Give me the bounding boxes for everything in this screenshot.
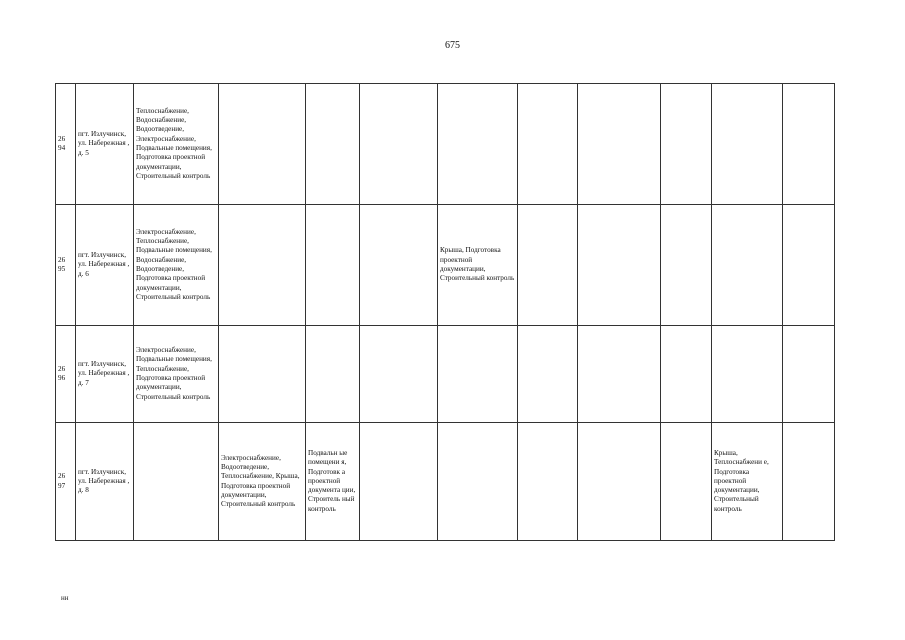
works-cell: Подвальн ые помещени я, Подготовк а проектной документа ции, Строитель ный контроль [306,423,360,541]
works-cell [578,84,661,205]
works-cell [306,205,360,326]
works-cell [438,84,518,205]
address-cell: пгт. Излучинск, ул. Набережная , д. 6 [76,205,134,326]
works-cell [518,326,578,423]
works-cell [661,84,712,205]
works-cell [134,423,219,541]
table-row [56,205,835,326]
works-cell [438,423,518,541]
works-cell [518,205,578,326]
works-cell [661,205,712,326]
works-cell [360,326,438,423]
works-cell: Электроснабжение, Подвальные помещения, Теплоснабжение, Подготовка проектной документации, Строительный контроль [134,326,219,423]
row-number: 26 97 [56,423,76,541]
works-cell: Электроснабжение, Теплоснабжение, Подвальные помещения, Водоснабжение, Водоотведение, Подготовка проектной документации, Строительный контроль [134,205,219,326]
works-cell [712,84,783,205]
works-cell [219,326,306,423]
works-cell [306,326,360,423]
works-cell [712,205,783,326]
address-cell: пгт. Излучинск, ул. Набережная , д. 7 [76,326,134,423]
works-cell [578,423,661,541]
works-cell [219,84,306,205]
works-cell [661,326,712,423]
address-cell: пгт. Излучинск, ул. Набережная , д. 5 [76,84,134,205]
register-table [55,83,835,541]
works-cell [783,84,835,205]
works-cell [712,326,783,423]
page-number: 675 [445,40,460,51]
works-cell [578,205,661,326]
works-cell [783,326,835,423]
row-number: 26 95 [56,205,76,326]
works-cell [360,423,438,541]
works-cell [518,84,578,205]
works-cell [438,326,518,423]
works-cell: Крыша, Теплоснабжени е, Подготовка проектной документации, Строительный контроль [712,423,783,541]
works-cell [783,423,835,541]
table-row [56,326,835,423]
table-row [56,84,835,205]
row-number: 26 94 [56,84,76,205]
works-cell: Электроснабжение, Водоотведение, Теплоснабжение, Крыша, Подготовка проектной документации, Строительный контроль [219,423,306,541]
works-cell: Крыша, Подготовка проектной документации, Строительный контроль [438,205,518,326]
works-cell [578,326,661,423]
works-cell [661,423,712,541]
footer-mark: нн [61,594,69,602]
works-cell [306,84,360,205]
works-cell [518,423,578,541]
works-cell [219,205,306,326]
works-cell [783,205,835,326]
works-cell: Теплоснабжение, Водоснабжение, Водоотведение, Электроснабжение, Подвальные помещения, Подготовка проектной документации, Строительный контроль [134,84,219,205]
works-cell [360,205,438,326]
address-cell: пгт. Излучинск, ул. Набережная , д. 8 [76,423,134,541]
table-row [56,423,835,541]
works-cell [360,84,438,205]
row-number: 26 96 [56,326,76,423]
